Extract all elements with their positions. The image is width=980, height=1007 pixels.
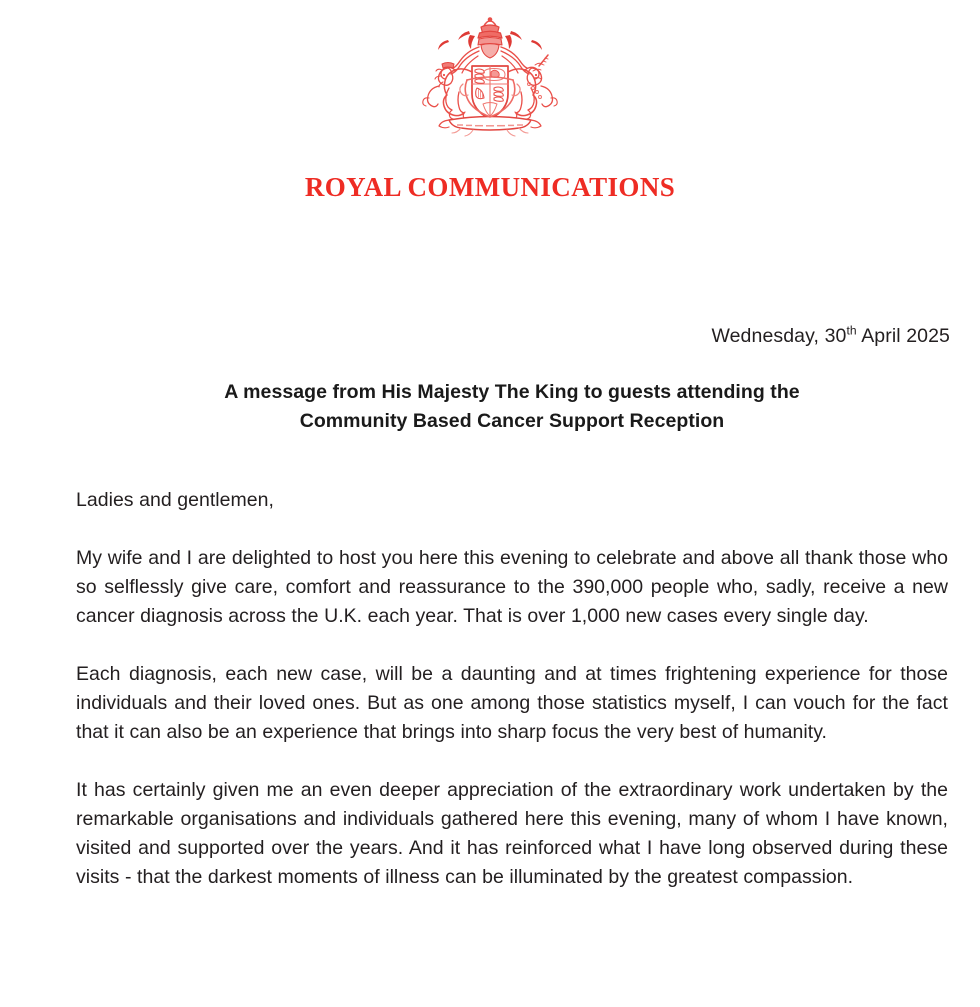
date-month-year: April 2025 xyxy=(856,325,950,347)
salutation: Ladies and gentlemen, xyxy=(76,489,274,511)
crest-container xyxy=(0,0,980,152)
subject-line-2: Community Based Cancer Support Reception xyxy=(299,410,725,432)
royal-coat-of-arms-icon xyxy=(415,14,565,152)
body-paragraph: It has certainly given me an even deeper appreciation of the extraordinary work undertaken by the remarkable organisations and individuals gathered here this evening, many of whom I have known, visited and supported over the years. And it has reinforced what I have long observed during these visits - that the darkest moments of illness can be illuminated by the greatest compassion. xyxy=(76,779,948,888)
subject-line-1: A message from His Majesty The King to guests attending the xyxy=(224,381,800,403)
date-day: Wednesday, 30 xyxy=(711,325,847,347)
date-ordinal-suffix: th xyxy=(846,323,857,338)
body-paragraph: Each diagnosis, each new case, will be a daunting and at times frightening experience for those individuals and their loved ones. But as one among those statistics myself, I can vouch for the fact that it can also be an experience that brings into sharp focus the very best of humanity. xyxy=(76,663,948,743)
letterhead xyxy=(0,0,980,201)
subject-heading xyxy=(76,378,948,436)
letter-body xyxy=(76,486,948,892)
body-paragraph: My wife and I are delighted to host you here this evening to celebrate and above all thank those who so selflessly give care, comfort and reassurance to the 390,000 people who, sadly, receive a new cancer diagnosis across the U.K. each year. That is over 1,000 new cases every single day. xyxy=(76,547,948,627)
document-date xyxy=(0,322,950,350)
organisation-title: ROYAL COMMUNICATIONS xyxy=(304,172,676,202)
